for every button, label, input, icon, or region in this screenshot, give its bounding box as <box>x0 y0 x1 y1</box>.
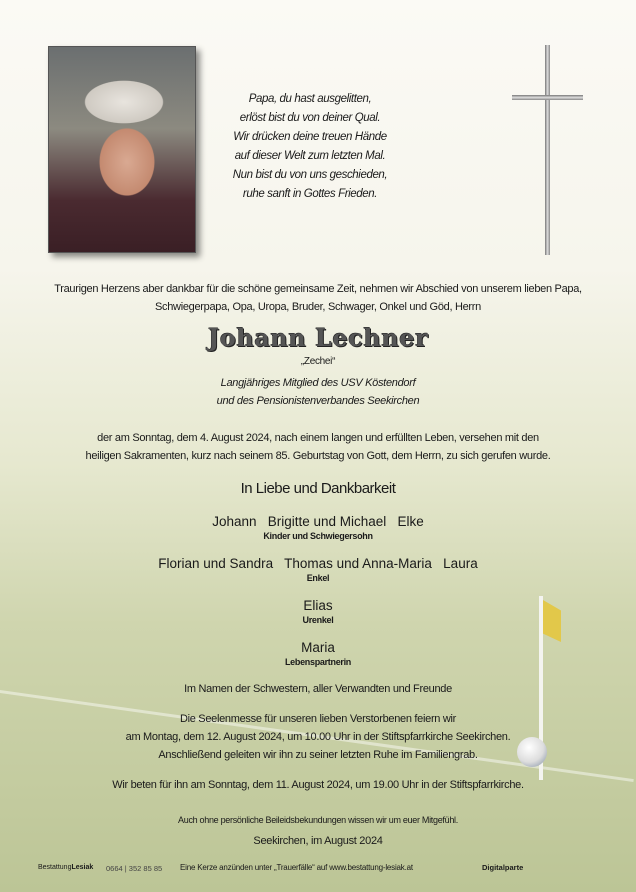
nickname: „Zechei“ <box>300 356 336 367</box>
family-label: Kinder und Schwiegersohn <box>263 531 373 541</box>
condolence-line: Auch ohne persönliche Beileidsbekundungen wissen wir um euer Mitgefühl. <box>178 815 458 825</box>
family-names: Johann Brigitte und Michael Elke <box>212 514 424 529</box>
poem-line: Nun bist du von uns geschieden, <box>232 169 388 181</box>
poem <box>200 90 420 204</box>
brand-logo <box>38 864 93 871</box>
family-label: Urenkel <box>302 615 334 625</box>
cross-icon <box>545 45 550 255</box>
death-notice-line: heiligen Sakramenten, kurz nach seinem 85. Geburtstag von Gott, dem Herrn, zu sich gerufen wurde. <box>85 450 551 462</box>
phone: 0664 | 352 85 85 <box>106 864 163 873</box>
family-names: Elias <box>303 598 333 613</box>
mass-line: am Montag, dem 12. August 2024, um 10.00 Uhr in der Stiftspfarrkirche Seekirchen. <box>125 731 511 743</box>
brand-name: Lesiak <box>71 864 94 871</box>
family-label: Enkel <box>306 573 330 583</box>
brand-prefix: Bestattung <box>38 864 72 871</box>
mass-line: Die Seelenmesse für unseren lieben Verstorbenen feiern wir <box>179 713 457 725</box>
portrait-photo <box>48 46 196 253</box>
digitalparte-label: Digitalparte <box>482 863 524 872</box>
membership-line: und des Pensionistenverbandes Seekirchen <box>216 395 420 407</box>
poem-line: Papa, du hast ausgelitten, <box>248 93 372 105</box>
membership-line: Langjähriges Mitglied des USV Köstendorf <box>220 377 416 389</box>
cross-icon-bar <box>512 95 583 100</box>
poem-line: auf dieser Welt zum letzten Mal. <box>234 150 386 162</box>
candle-link[interactable]: Eine Kerze anzünden unter „Trauerfälle“ auf www.bestattung-lesiak.at <box>180 863 413 872</box>
family-names: Maria <box>301 640 335 655</box>
intro-line: Schwiegerpapa, Opa, Uropa, Bruder, Schwager, Onkel und Göd, Herrn <box>155 301 481 313</box>
family-heading: In Liebe und Dankbarkeit <box>240 480 396 497</box>
poem-line: Wir drücken deine treuen Hände <box>233 131 387 143</box>
deceased-name: Johann Lechner <box>207 323 429 352</box>
death-notice-line: der am Sonntag, dem 4. August 2024, nach einem langen und erfüllten Leben, versehen mit den <box>97 432 539 444</box>
poem-line: erlöst bist du von deiner Qual. <box>239 112 381 124</box>
prayer-line: Wir beten für ihn am Sonntag, dem 11. August 2024, um 19.00 Uhr in der Stiftspfarrkirche. <box>112 779 524 791</box>
poem-line: ruhe sanft in Gottes Frieden. <box>242 188 378 200</box>
intro-line: Traurigen Herzens aber dankbar für die schöne gemeinsame Zeit, nehmen wir Abschied von unserem lieben Papa, <box>54 283 582 295</box>
on-behalf: Im Namen der Schwestern, aller Verwandten und Freunde <box>184 683 452 695</box>
mass-line: Anschließend geleiten wir ihn zu seiner letzten Ruhe im Familiengrab. <box>158 749 478 761</box>
place-date: Seekirchen, im August 2024 <box>253 835 383 847</box>
family-label: Lebenspartnerin <box>284 657 351 667</box>
family-names: Florian und Sandra Thomas und Anna-Maria Laura <box>158 556 478 571</box>
